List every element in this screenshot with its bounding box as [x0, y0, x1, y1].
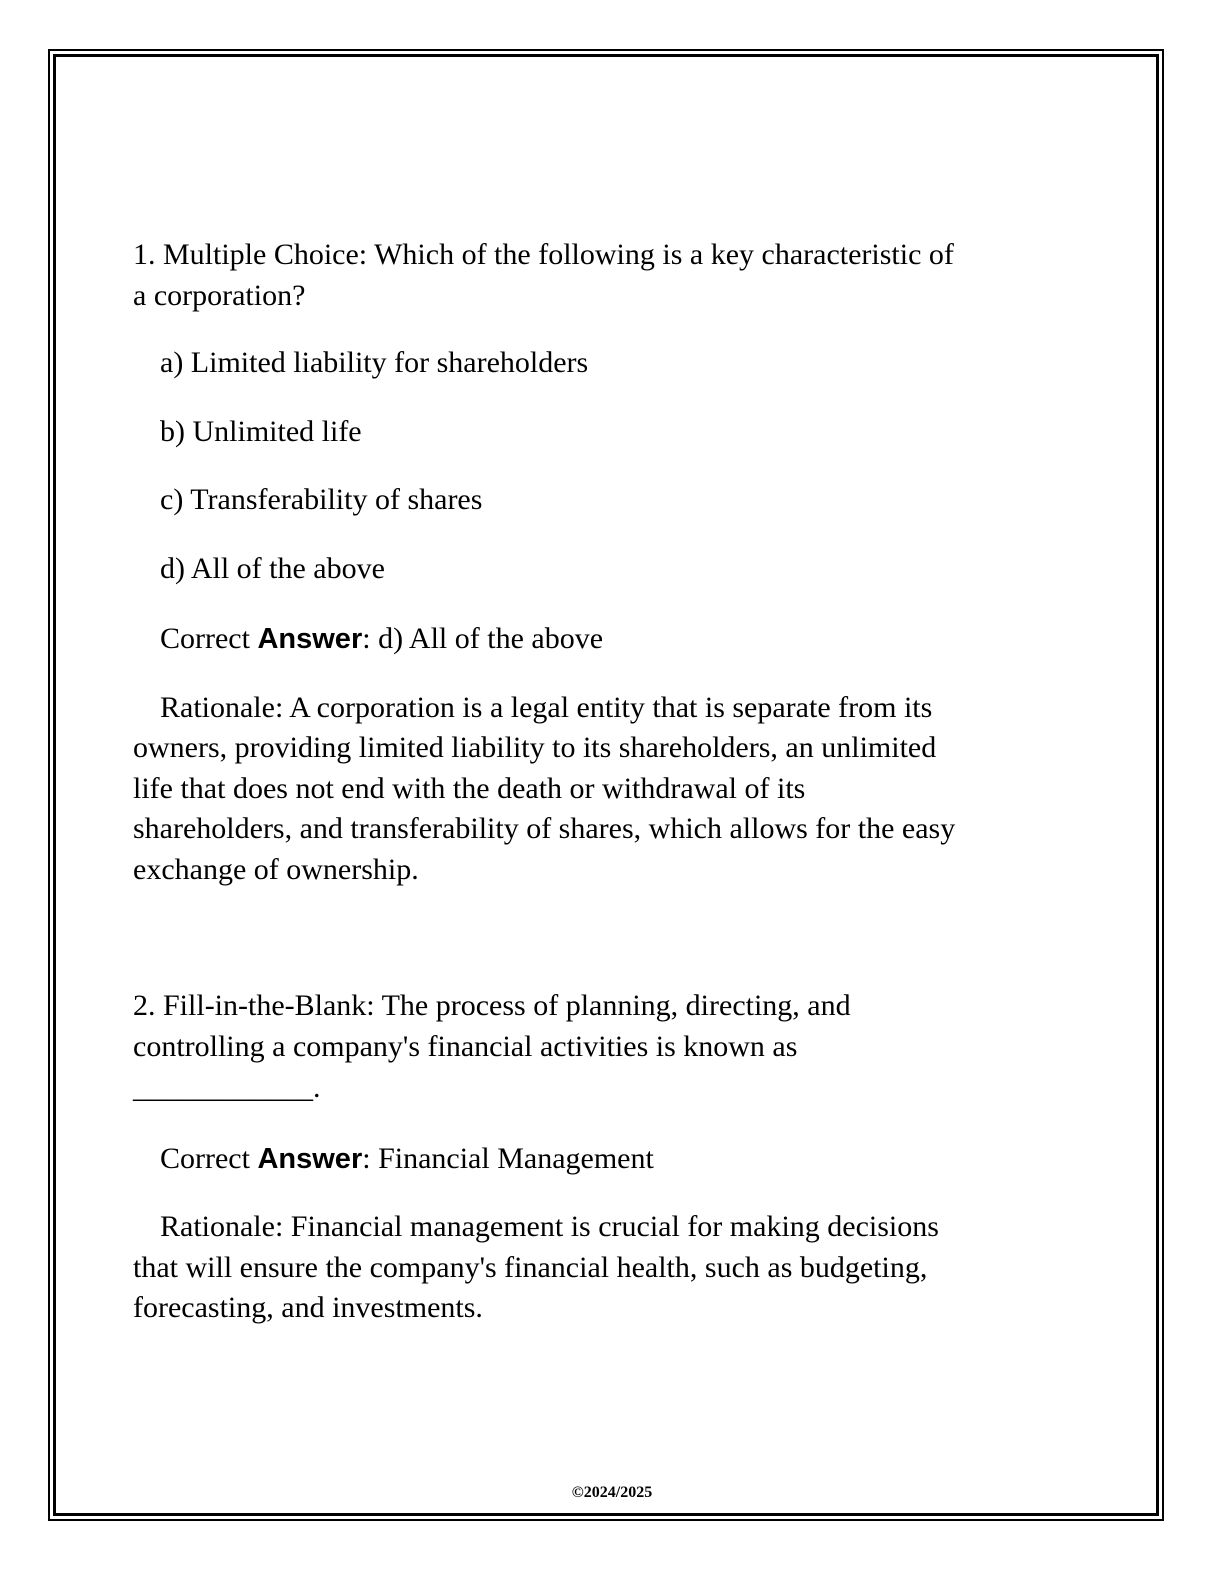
answer-label: Answer [257, 623, 363, 655]
option-b: b) Unlimited life [160, 415, 362, 448]
question-2-answer [160, 1139, 654, 1179]
question-2-rationale: Rationale: Financial management is crucial for making decisions [160, 1210, 939, 1243]
question-1-answer [160, 619, 603, 659]
question-2-blank: ____________. [133, 1071, 321, 1104]
answer-value: : d) All of the above [362, 622, 604, 655]
question-1-rationale: owners, providing limited liability to its shareholders, an unlimited [133, 731, 937, 764]
answer-label: Answer [257, 1143, 363, 1175]
question-1-prompt: 1. Multiple Choice: Which of the following is a key characteristic of [133, 238, 954, 271]
question-1-prompt: a corporation? [133, 279, 306, 312]
option-c: c) Transferability of shares [160, 483, 483, 516]
answer-prefix: Correct [160, 1142, 258, 1175]
option-d: d) All of the above [160, 552, 385, 585]
option-a: a) Limited liability for shareholders [160, 346, 589, 379]
question-1-rationale: shareholders, and transferability of shares, which allows for the easy [133, 812, 956, 845]
question-2-prompt: controlling a company's financial activities is known as [133, 1030, 798, 1063]
question-1-rationale: exchange of ownership. [133, 853, 419, 886]
question-1-rationale: Rationale: A corporation is a legal entity that is separate from its [160, 691, 933, 724]
question-2-rationale: that will ensure the company's financial health, such as budgeting, [133, 1251, 928, 1284]
answer-value: : Financial Management [362, 1142, 654, 1175]
question-2-prompt: 2. Fill-in-the-Blank: The process of planning, directing, and [133, 989, 851, 1022]
question-1-rationale: life that does not end with the death or withdrawal of its [133, 772, 806, 805]
footer-copyright: ©2024/2025 [571, 1484, 653, 1501]
question-2-rationale: forecasting, and investments. [133, 1291, 483, 1324]
answer-prefix: Correct [160, 622, 258, 655]
